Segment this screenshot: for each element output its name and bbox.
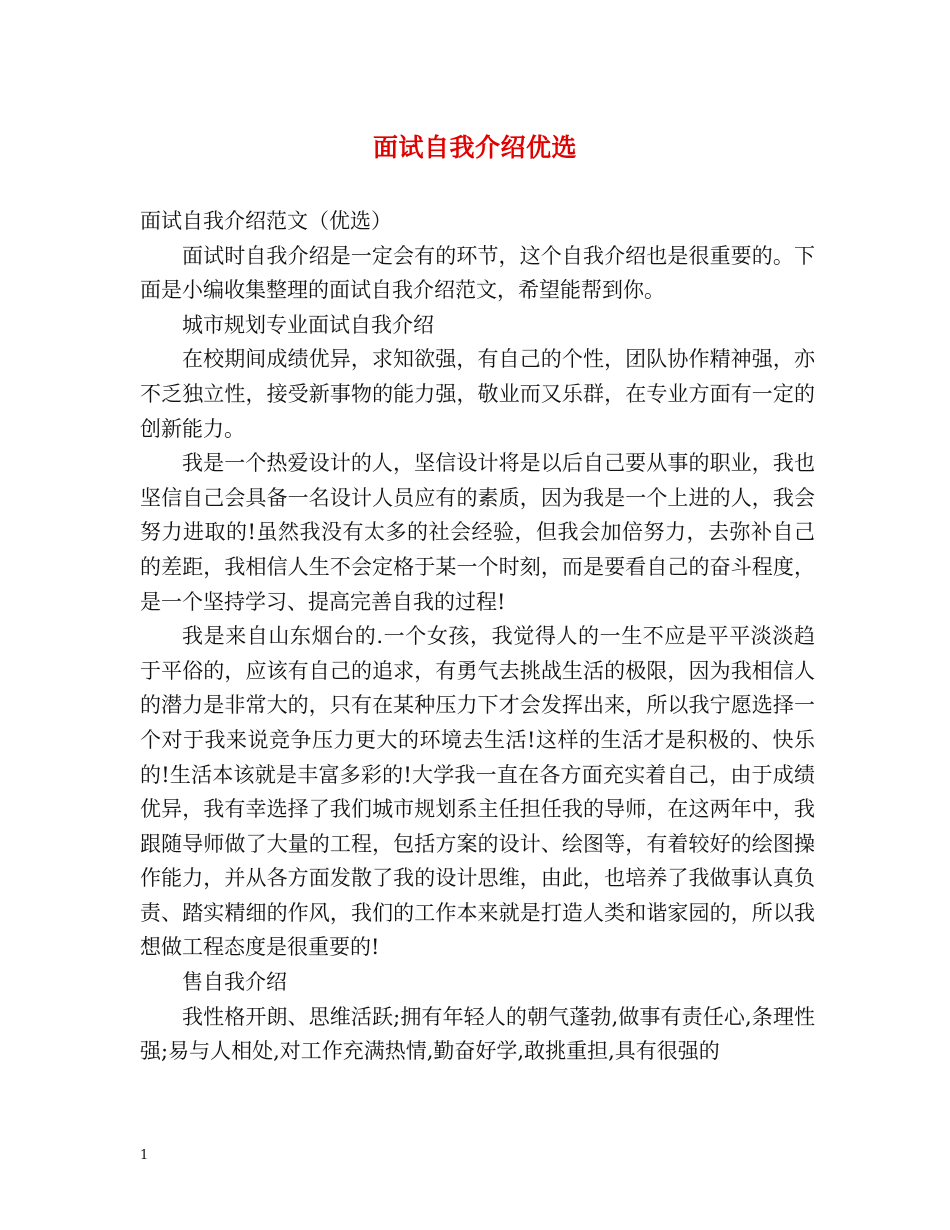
section-heading-urban-planning: 城市规划专业面试自我介绍 (182, 312, 434, 337)
page-number: 1 (140, 1148, 149, 1163)
paragraph-subtitle: 面试自我介绍范文（优选） (140, 209, 392, 233)
document-title: 面试自我介绍优选 (372, 133, 577, 162)
paragraph-intro: 面试时自我介绍是一定会有的环节，这个自我介绍也是很重要的。下面是小编收集整理的面试自我介绍范文，希望能帮到你。 (140, 243, 815, 303)
paragraph-school-performance: 在校期间成绩优异，求知欲强，有自己的个性，团队协作精神强，亦不乏独立性，接受新事物的能力强，敬业而又乐群，在专业方面有一定的创新能力。 (140, 347, 815, 441)
document-body (140, 204, 815, 1069)
paragraph-background: 我是来自山东烟台的.一个女孩，我觉得人的一生不应是平平淡淡趋于平俗的，应该有自己的追求，有勇气去挑战生活的极限，因为我相信人的潜力是非常大的，只有在某种压力下才会发挥出来，所以我宁愿选择一个对于我来说竞争压力更大的环境去生活!这样的生活才是积极的、快乐的!生活本该就是丰富多彩的!大学我一直在各方面充实着自己，由于成绩优异，我有幸选择了我们城市规划系主任担任我的导师，在这两年中，我跟随导师做了大量的工程，包括方案的设计、绘图等，有着较好的绘图操作能力，并从各方面发散了我的设计思维，由此，也培养了我做事认真负责、踏实精细的作风，我们的工作本来就是打造人类和谐家园的，所以我想做工程态度是很重要的! (140, 624, 815, 960)
section-heading-sales: 售自我介绍 (182, 970, 287, 995)
paragraph-personality: 我性格开朗、思维活跃;拥有年轻人的朝气蓬勃,做事有责任心,条理性强;易与人相处,对工作充满热情,勤奋好学,敢挑重担,具有很强的 (140, 1004, 815, 1064)
paragraph-design-passion: 我是一个热爱设计的人，坚信设计将是以后自己要从事的职业，我也坚信自己会具备一名设计人员应有的素质，因为我是一个上进的人，我会努力进取的!虽然我没有太多的社会经验，但我会加倍努力，去弥补自己的差距，我相信人生不会定格于某一个时刻，而是要看自己的奋斗程度，是一个坚持学习、提高完善自我的过程! (140, 451, 815, 614)
